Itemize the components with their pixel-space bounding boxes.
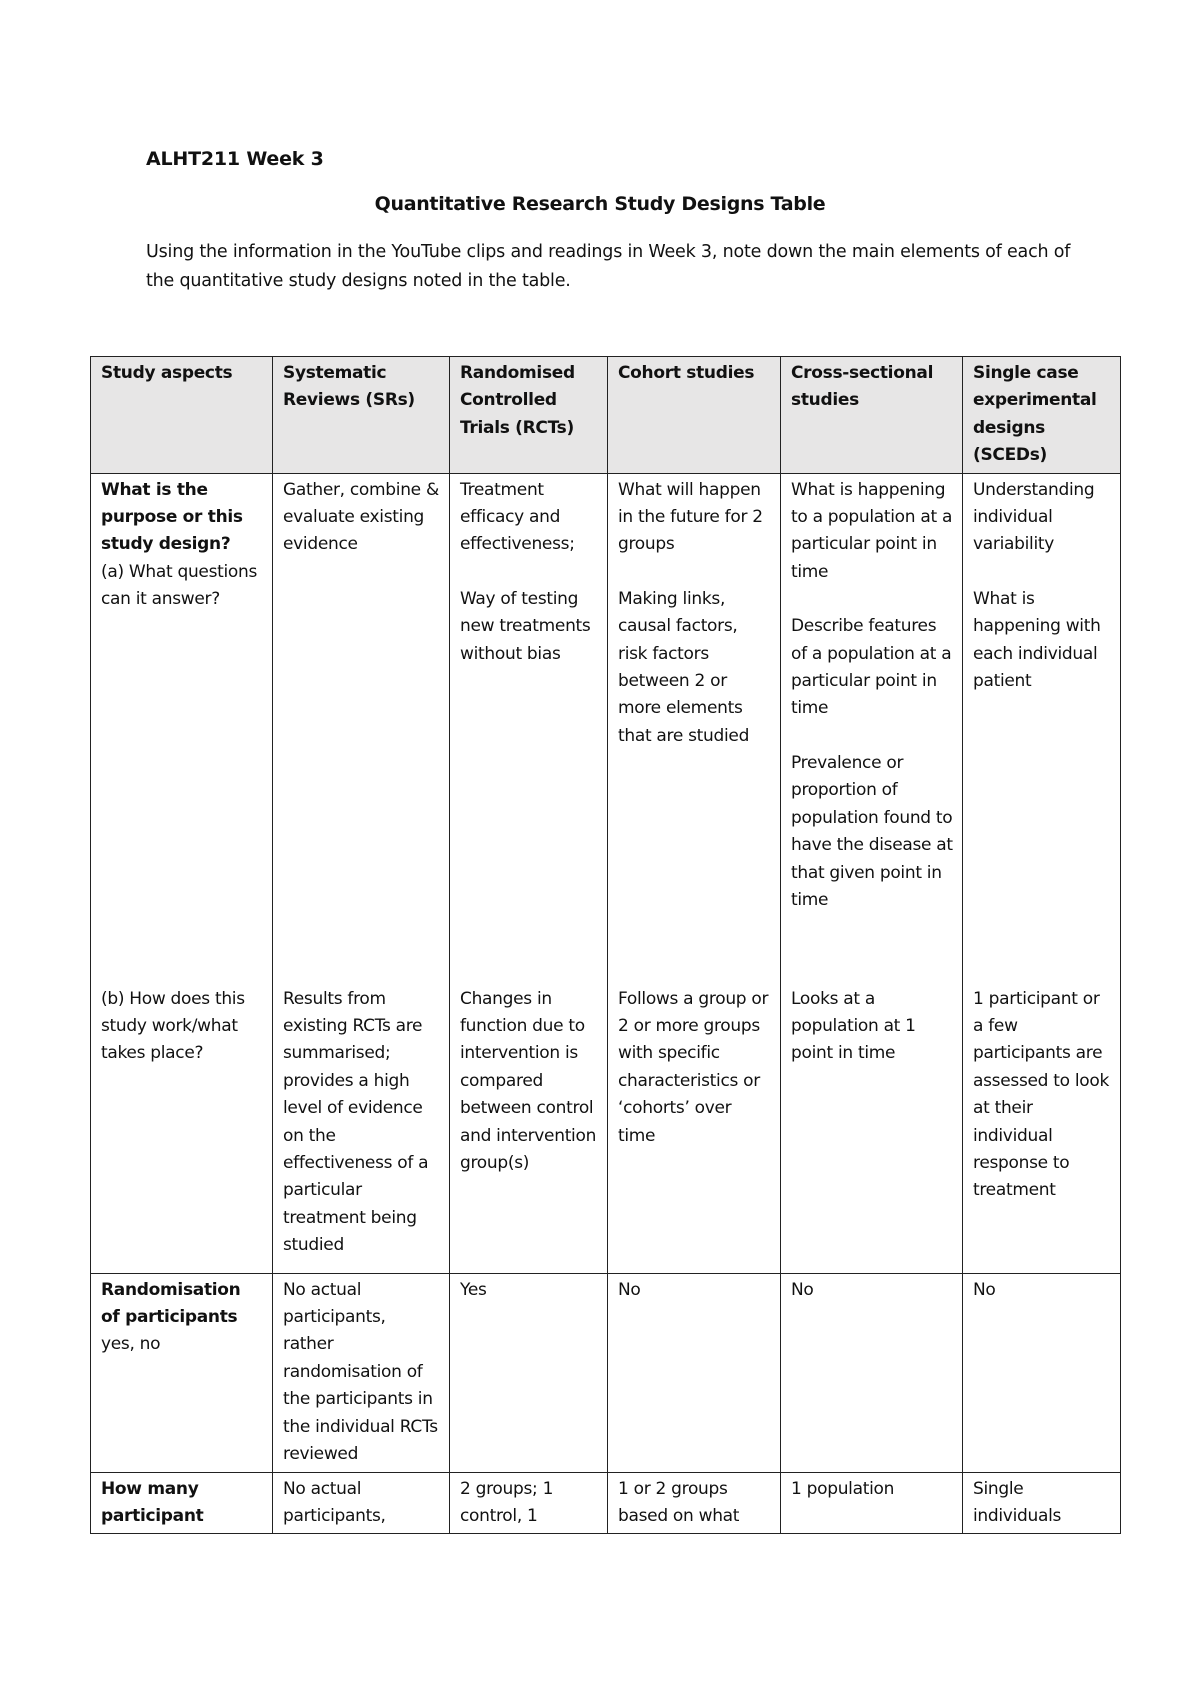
row-label-randomisation <box>91 1273 273 1472</box>
cell-random-sced: No <box>963 1273 1121 1472</box>
study-designs-table <box>90 356 1121 1534</box>
participants-sced-text: Single individuals <box>973 1478 1062 1527</box>
work-label: (b) How does this study work/what takes place? <box>101 988 245 1064</box>
header-cohort-studies: Cohort studies <box>608 357 781 474</box>
header-sceds: Single case experimental designs (SCEDs) <box>963 357 1121 474</box>
purpose-sr-text: Gather, combine & evaluate existing evidence <box>283 479 439 555</box>
cell-purpose-cross <box>781 473 963 983</box>
purpose-cohort-text-2: Making links, causal factors, risk factors between 2 or more elements that are studied <box>618 588 750 746</box>
cell-participants-rct <box>450 1472 608 1533</box>
cell-purpose-rct <box>450 473 608 983</box>
cell-work-cohort: Follows a group or 2 or more groups with specific characteristics or ‘cohorts’ over time <box>608 983 781 1274</box>
purpose-cross-text-3: Prevalence or proportion of population found to have the disease at that given point in time <box>791 752 953 910</box>
cell-participants-cross <box>781 1472 963 1533</box>
participants-cross-text: 1 population <box>791 1478 895 1499</box>
purpose-sced-text-1: Understanding individual variability <box>973 479 1095 555</box>
purpose-cross-text-1: What is happening to a population at a particular point in time <box>791 479 953 582</box>
purpose-sublabel: (a) What questions can it answer? <box>101 561 258 610</box>
cell-participants-sr <box>273 1472 450 1533</box>
document-title: Quantitative Research Study Designs Table <box>374 193 826 215</box>
course-heading: ALHT211 Week 3 <box>146 148 324 170</box>
cell-purpose-cohort <box>608 473 781 983</box>
cell-participants-cohort <box>608 1472 781 1533</box>
participants-label: How many participant <box>101 1478 204 1527</box>
participants-cohort-text: 1 or 2 groups based on what <box>618 1478 740 1527</box>
row-label-purpose <box>91 473 273 983</box>
cell-random-cohort: No <box>608 1273 781 1472</box>
row-label-work <box>91 983 273 1274</box>
cell-work-rct: Changes in function due to intervention is compared between control and intervention group(s) <box>450 983 608 1274</box>
purpose-cross-text-2: Describe features of a population at a particular point in time <box>791 616 952 719</box>
header-study-aspects: Study aspects <box>91 357 273 474</box>
header-cross-sectional: Cross-sectional studies <box>781 357 963 474</box>
randomisation-label: Randomisation of participants <box>101 1279 241 1328</box>
purpose-sced-text-2: What is happening with each individual patient <box>973 588 1101 692</box>
header-rcts: Randomised Controlled Trials (RCTs) <box>450 357 608 474</box>
purpose-cohort-text-1: What will happen in the future for 2 groups <box>618 479 763 555</box>
table-row-purpose <box>91 473 1121 983</box>
cell-purpose-sced <box>963 473 1121 983</box>
table-row-participants <box>91 1472 1121 1533</box>
participants-rct-text: 2 groups; 1 control, 1 <box>460 1478 554 1527</box>
intro-paragraph: Using the information in the YouTube clips and readings in Week 3, note down the main elements of each of the quantitative study designs noted in the table. <box>146 242 1071 291</box>
participants-sr-text: No actual participants, <box>283 1478 386 1527</box>
purpose-label: What is the purpose or this study design? <box>101 479 243 555</box>
cell-participants-sced <box>963 1472 1121 1533</box>
header-systematic-reviews: Systematic Reviews (SRs) <box>273 357 450 474</box>
randomisation-sublabel: yes, no <box>101 1334 161 1355</box>
purpose-rct-text-2: Way of testing new treatments without bias <box>460 588 591 664</box>
cell-random-rct: Yes <box>450 1273 608 1472</box>
cell-work-cross: Looks at a population at 1 point in time <box>781 983 963 1274</box>
cell-random-sr: No actual participants, rather randomisation of the participants in the individual RCTs reviewed <box>273 1273 450 1472</box>
row-label-participants <box>91 1472 273 1533</box>
cell-random-cross: No <box>781 1273 963 1472</box>
purpose-rct-text-1: Treatment efficacy and effectiveness; <box>460 479 575 555</box>
cell-purpose-sr <box>273 473 450 983</box>
table-row-how-it-works <box>91 983 1121 1274</box>
table-header-row <box>91 357 1121 474</box>
table-row-randomisation <box>91 1273 1121 1472</box>
cell-work-sced: 1 participant or a few participants are assessed to look at their individual response to treatment <box>963 983 1121 1274</box>
cell-work-sr: Results from existing RCTs are summarised; provides a high level of evidence on the effectiveness of a particular treatment being studied <box>273 983 450 1274</box>
